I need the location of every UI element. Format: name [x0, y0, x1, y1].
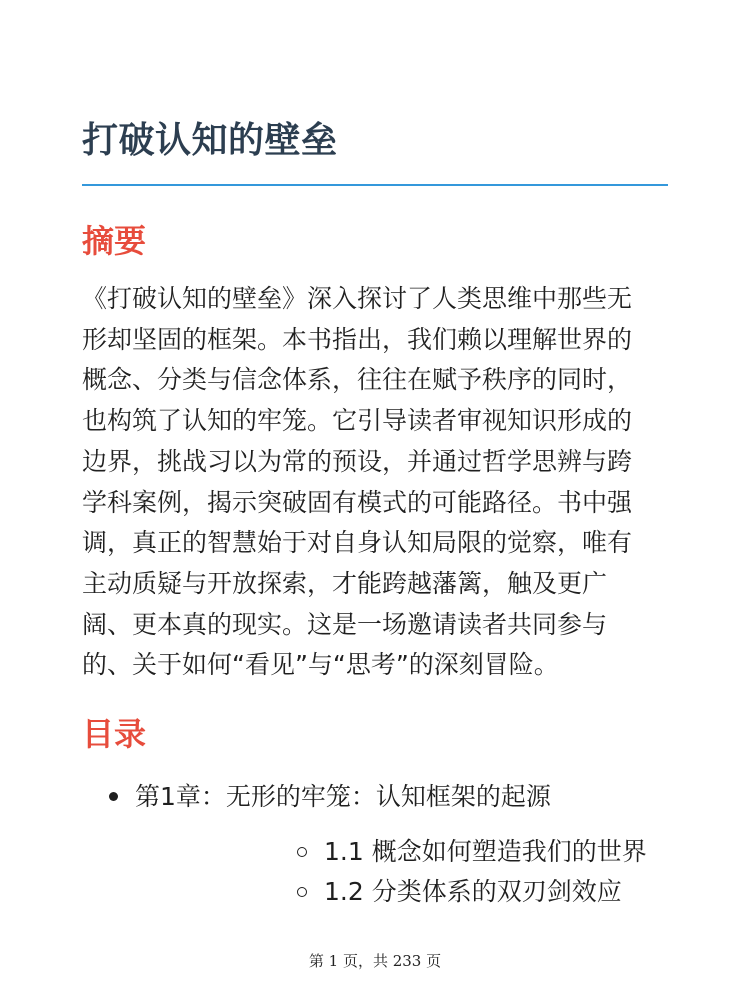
bullet-icon: [109, 792, 118, 801]
summary-line: 学科案例，揭示突破固有模式的可能路径。书中强: [82, 487, 633, 517]
toc-heading: 目录: [82, 715, 147, 753]
toc-section-list: [135, 832, 750, 912]
document-title: 打破认知的壁垒: [82, 120, 338, 161]
summary-heading: 摘要: [82, 222, 147, 260]
toc-section-item[interactable]: [135, 872, 750, 912]
summary-paragraph: [82, 279, 672, 686]
summary-line: 也构筑了认知的牢笼。它引导读者审视知识形成的: [82, 406, 633, 436]
summary-line: 边界，挑战习以为常的预设，并通过哲学思辨与跨: [82, 446, 633, 476]
summary-line: 主动质疑与开放探索，才能跨越藩篱，触及更广: [82, 568, 608, 598]
circle-bullet-icon: [297, 847, 307, 857]
toc-section-label: 1.2 分类体系的双刃剑效应: [324, 877, 622, 906]
toc-chapter-item[interactable]: [0, 775, 750, 912]
summary-line: 的、关于如何“看见”与“思考”的深刻冒险。: [82, 650, 559, 680]
summary-line: 形却坚固的框架。本书指出，我们赖以理解世界的: [82, 324, 633, 354]
page-number: 第 1 页，共 233 页: [308, 952, 442, 970]
toc-section-label: 1.1 概念如何塑造我们的世界: [324, 837, 647, 866]
summary-line: 阔、更本真的现实。这是一场邀请读者共同参与: [82, 609, 608, 639]
summary-line: 《打破认知的壁垒》深入探讨了人类思维中那些无: [82, 284, 633, 313]
circle-bullet-icon: [297, 887, 307, 897]
toc-section-item[interactable]: [135, 832, 750, 872]
table-of-contents: [0, 775, 750, 912]
summary-line: 概念、分类与信念体系，往往在赋予秩序的同时，: [82, 365, 633, 395]
summary-line: 调，真正的智慧始于对自身认知局限的觉察，唯有: [82, 528, 633, 558]
title-divider: [82, 184, 668, 186]
toc-chapter-label: 第1章：无形的牢笼：认知框架的起源: [135, 782, 551, 811]
